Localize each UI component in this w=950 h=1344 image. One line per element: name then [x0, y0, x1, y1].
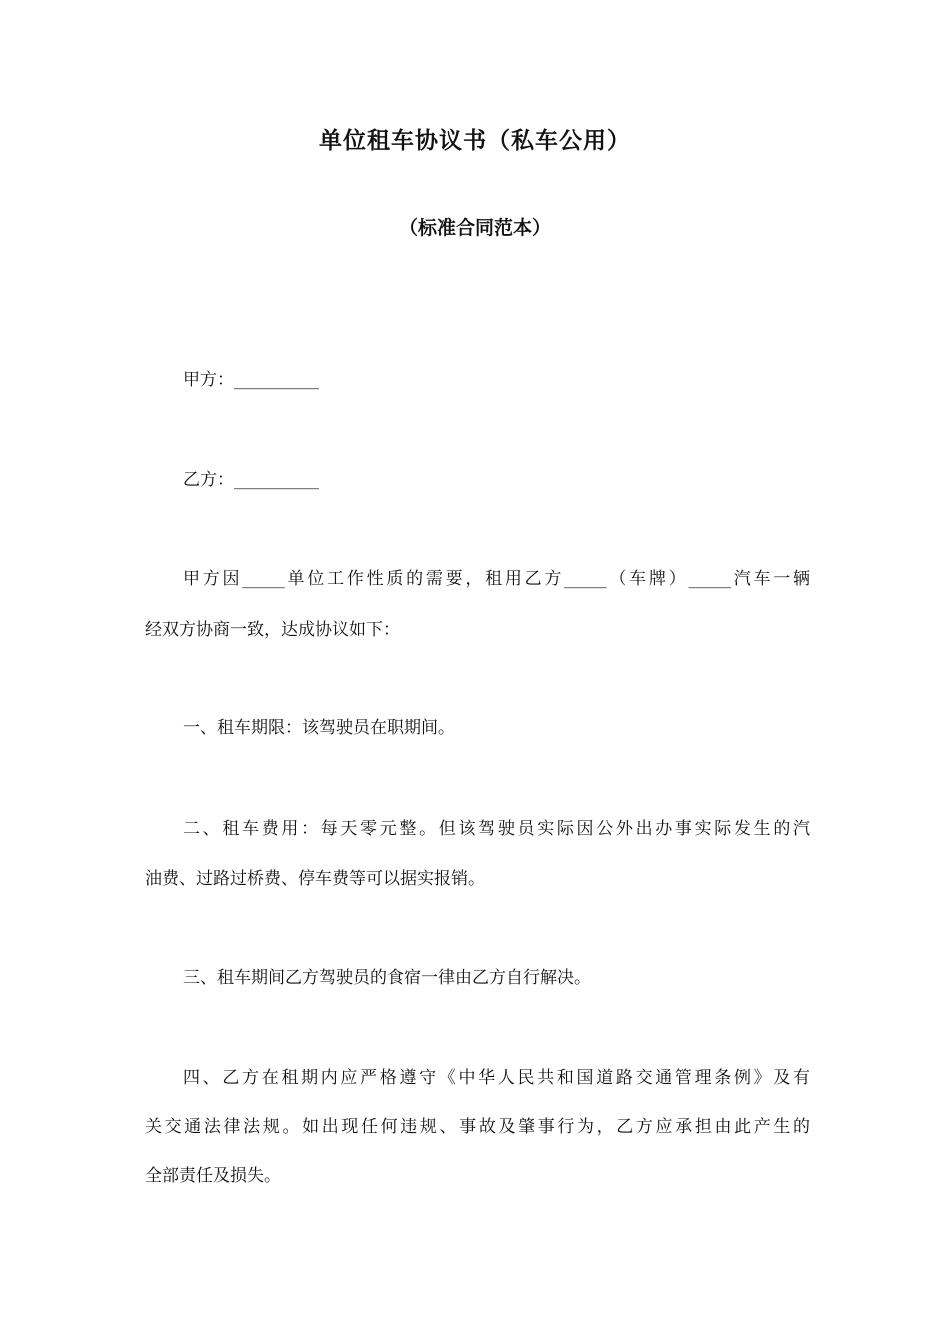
clause-1-line-1: 一、租车期限：该驾驶员在职期间。 — [183, 718, 455, 738]
clause-2-line-2: 油费、过路过桥费、停车费等可以据实报销。 — [145, 869, 485, 889]
clause-4-line-1: 四、乙方在租期内应严格遵守《中华人民共和国道路交通管理条例》及有 — [183, 1068, 810, 1088]
party-a-line: 甲方：__________ — [183, 370, 319, 390]
clause-3-line-1: 三、租车期间乙方驾驶员的食宿一律由乙方自行解决。 — [183, 968, 591, 988]
clause-2-line-1: 二、租车费用：每天零元整。但该驾驶员实际因公外出办事实际发生的汽 — [183, 819, 810, 839]
intro-line-1: 甲方因_____单位工作性质的需要，租用乙方_____（车牌）_____汽车一辆 — [183, 569, 810, 589]
intro-line-2: 经双方协商一致，达成协议如下： — [145, 620, 400, 640]
document-subtitle: （标准合同范本） — [398, 217, 551, 239]
clause-4-line-3: 全部责任及损失。 — [145, 1166, 281, 1186]
clause-4-line-2: 关交通法律法规。如出现任何违规、事故及肇事行为，乙方应承担由此产生的 — [145, 1117, 810, 1137]
document-title: 单位租车协议书（私车公用） — [319, 128, 631, 154]
party-b-line: 乙方：__________ — [183, 470, 319, 490]
